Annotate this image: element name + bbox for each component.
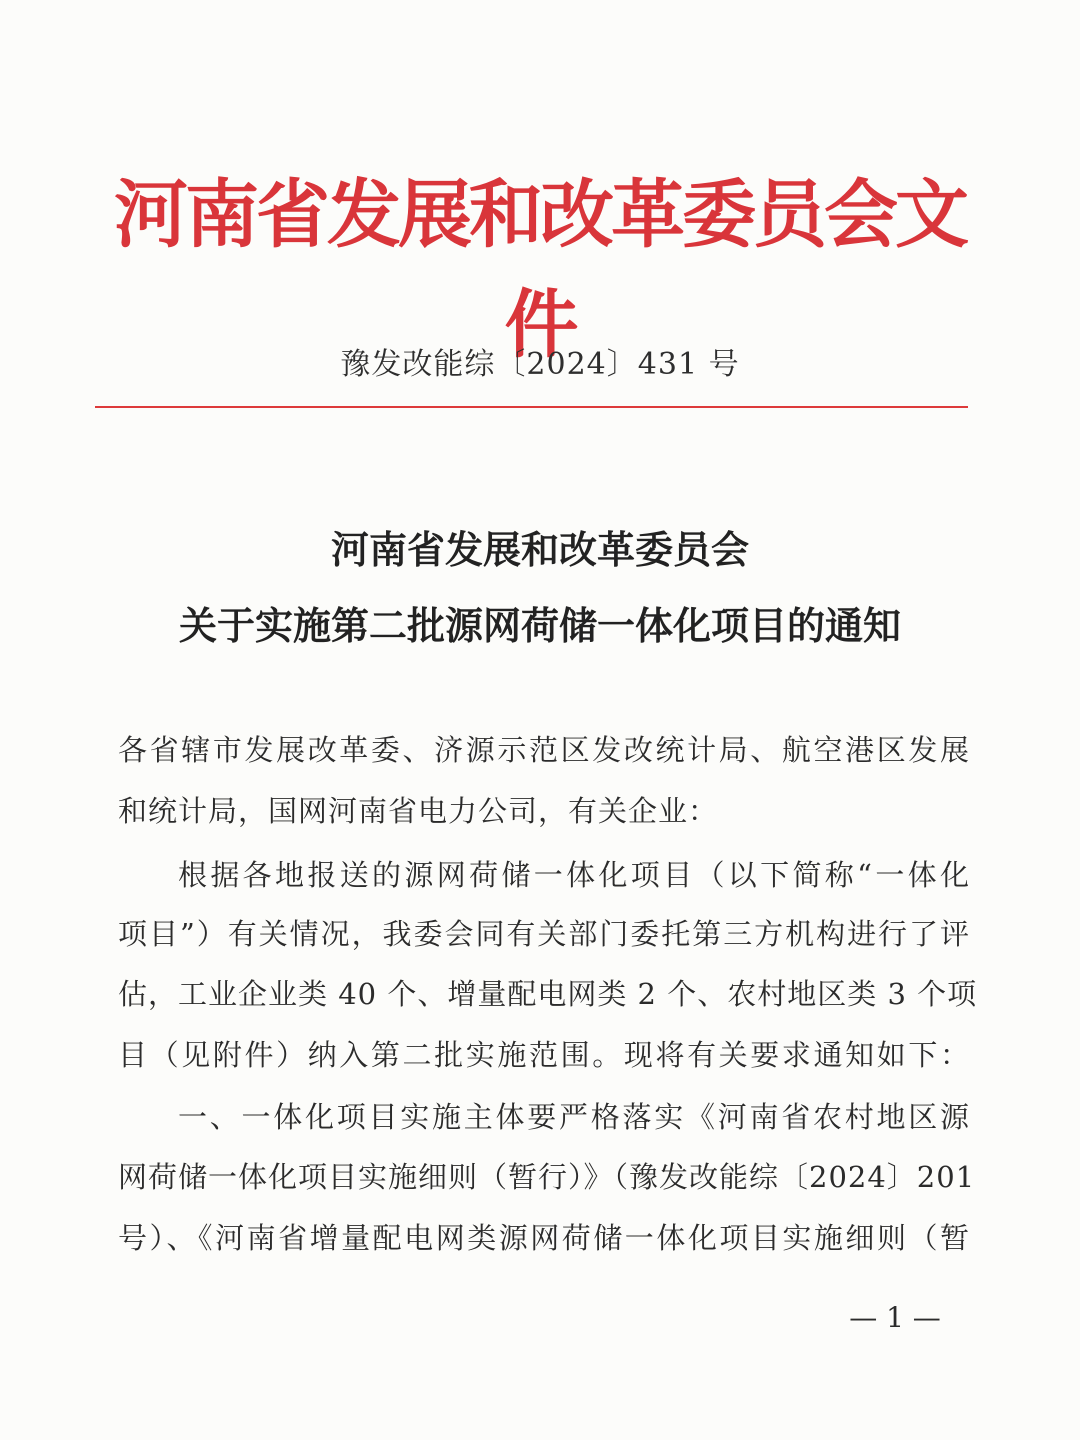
issuer-heading: 河南省发展和改革委员会文件 bbox=[114, 172, 966, 368]
notice-title-line-1: 河南省发展和改革委员会 bbox=[330, 528, 749, 572]
body-line-paragraph-2-line-1: 一、一体化项目实施主体要严格落实《河南省农村地区源 bbox=[178, 1100, 970, 1134]
notice-title-line-2: 关于实施第二批源网荷储一体化项目的通知 bbox=[178, 604, 901, 648]
body-line-paragraph-1-line-4: 目（见附件）纳入第二批实施范围。现将有关要求通知如下： bbox=[118, 1038, 970, 1072]
body-line-addressees-2: 和统计局，国网河南省电力公司，有关企业： bbox=[118, 794, 719, 828]
body-line-paragraph-1-line-3: 估，工业企业类 40 个、增量配电网类 2 个、农村地区类 3 个项 bbox=[118, 977, 978, 1011]
red-divider-line bbox=[95, 406, 968, 408]
body-line-paragraph-1-line-2: 项目”）有关情况，我委会同有关部门委托第三方机构进行了评 bbox=[118, 917, 970, 951]
body-line-paragraph-1-line-1: 根据各地报送的源网荷储一体化项目（以下简称“一体化 bbox=[178, 858, 970, 892]
body-line-addressees-1: 各省辖市发展改革委、济源示范区发改统计局、航空港区发展 bbox=[118, 733, 970, 767]
document-number: 豫发改能综〔2024〕431 号 bbox=[340, 347, 740, 382]
page-number: — 1 — bbox=[849, 1301, 941, 1334]
body-line-paragraph-2-line-3: 号）、《河南省增量配电网类源网荷储一体化项目实施细则（暂 bbox=[118, 1221, 970, 1255]
body-line-paragraph-2-line-2: 网荷储一体化项目实施细则（暂行）》（豫发改能综〔2024〕201 bbox=[118, 1160, 976, 1194]
